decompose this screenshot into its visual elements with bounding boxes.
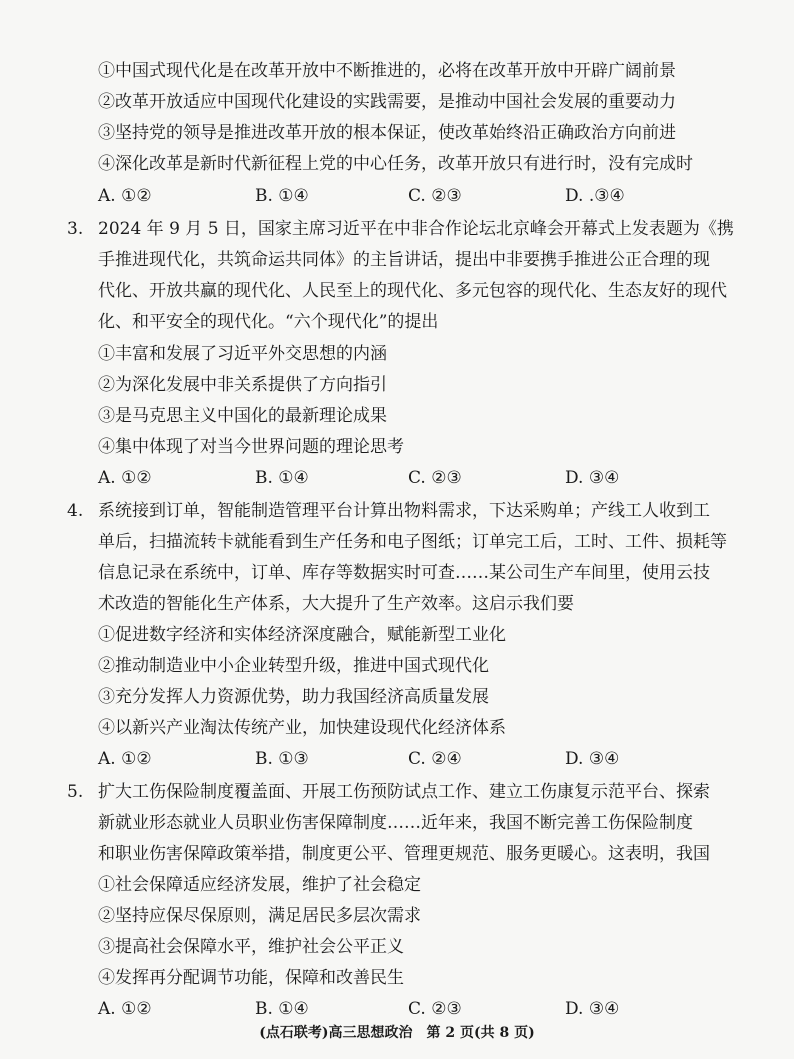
q4-stem-line-2: 单后，扫描流转卡就能看到生产任务和电子图纸；订单完工后，工时、工件、损耗等	[98, 532, 727, 552]
q2-option-b[interactable]: B. ①④	[255, 186, 309, 206]
q5-option-a[interactable]: A. ①②	[98, 999, 152, 1019]
q5-statement-3: ③提高社会保障水平，维护社会公平正义	[98, 937, 404, 957]
q3-option-c[interactable]: C. ②③	[408, 468, 462, 488]
q3-option-d[interactable]: D. ③④	[565, 468, 620, 488]
q3-statement-3: ③是马克思主义中国化的最新理论成果	[98, 406, 387, 426]
q3-stem-line-4: 化、和平安全的现代化。“六个现代化”的提出	[98, 312, 439, 332]
q3-stem-line-2: 手推进现代化，共筑命运共同体》的主旨讲话，提出中非要携手推进公正合理的现	[98, 250, 710, 270]
q4-stem-line-3: 信息记录在系统中，订单、库存等数据实时可查……某公司生产车间里，使用云技	[98, 563, 710, 583]
q4-number: 4.	[67, 501, 84, 521]
q4-statement-4: ④以新兴产业淘汰传统产业，加快建设现代化经济体系	[98, 718, 506, 738]
q4-option-c[interactable]: C. ②④	[408, 749, 462, 769]
q5-statement-4: ④发挥再分配调节功能，保障和改善民生	[98, 968, 404, 988]
q3-option-b[interactable]: B. ①④	[255, 468, 309, 488]
q2-statement-1: ①中国式现代化是在改革开放中不断推进的，必将在改革开放中开辟广阔前景	[98, 61, 676, 81]
q2-option-c[interactable]: C. ②③	[408, 186, 462, 206]
q5-stem-line-3: 和职业伤害保障政策举措，制度更公平、管理更规范、服务更暖心。这表明，我国	[98, 844, 710, 864]
q4-option-a[interactable]: A. ①②	[98, 749, 152, 769]
q2-option-a[interactable]: A. ①②	[98, 186, 152, 206]
q5-stem-line-1: 扩大工伤保险制度覆盖面、开展工伤预防试点工作、建立工伤康复示范平台、探索	[98, 782, 710, 802]
q5-number: 5.	[67, 782, 84, 802]
q5-statement-1: ①社会保障适应经济发展，维护了社会稳定	[98, 875, 421, 895]
q4-stem-line-4: 术改造的智能化生产体系，大大提升了生产效率。这启示我们要	[98, 594, 574, 614]
q4-option-d[interactable]: D. ③④	[565, 749, 620, 769]
q5-option-c[interactable]: C. ②③	[408, 999, 462, 1019]
q4-statement-1: ①促进数字经济和实体经济深度融合，赋能新型工业化	[98, 625, 506, 645]
q5-option-b[interactable]: B. ①④	[255, 999, 309, 1019]
q3-statement-1: ①丰富和发展了习近平外交思想的内涵	[98, 344, 387, 364]
q4-statement-3: ③充分发挥人力资源优势，助力我国经济高质量发展	[98, 687, 489, 707]
q5-option-d[interactable]: D. ③④	[565, 999, 620, 1019]
q2-statement-4: ④深化改革是新时代新征程上党的中心任务，改革开放只有进行时，没有完成时	[98, 154, 693, 174]
q4-stem-line-1: 系统接到订单，智能制造管理平台计算出物料需求，下达采购单；产线工人收到工	[98, 501, 710, 521]
q2-statement-3: ③坚持党的领导是推进改革开放的根本保证，使改革始终沿正确政治方向前进	[98, 123, 676, 143]
q3-stem-line-1: 2024 年 9 月 5 日，国家主席习近平在中非合作论坛北京峰会开幕式上发表题为《携	[98, 219, 734, 239]
q5-stem-line-2: 新就业形态就业人员职业伤害保障制度……近年来，我国不断完善工伤保险制度	[98, 813, 693, 833]
q3-option-a[interactable]: A. ①②	[98, 468, 152, 488]
q3-stem-line-3: 代化、开放共赢的现代化、人民至上的现代化、多元包容的现代化、生态友好的现代	[98, 281, 727, 301]
page-footer: (点石联考)高三思想政治 第 2 页(共 8 页)	[259, 1025, 535, 1041]
q3-statement-2: ②为深化发展中非关系提供了方向指引	[98, 375, 387, 395]
q5-statement-2: ②坚持应保尽保原则，满足居民多层次需求	[98, 906, 421, 926]
q4-statement-2: ②推动制造业中小企业转型升级，推进中国式现代化	[98, 656, 489, 676]
q3-number: 3.	[67, 219, 84, 239]
q4-option-b[interactable]: B. ①③	[255, 749, 309, 769]
q3-statement-4: ④集中体现了对当今世界问题的理论思考	[98, 437, 404, 457]
q2-statement-2: ②改革开放适应中国现代化建设的实践需要，是推动中国社会发展的重要动力	[98, 92, 676, 112]
q2-option-d[interactable]: D. .③④	[565, 186, 625, 206]
